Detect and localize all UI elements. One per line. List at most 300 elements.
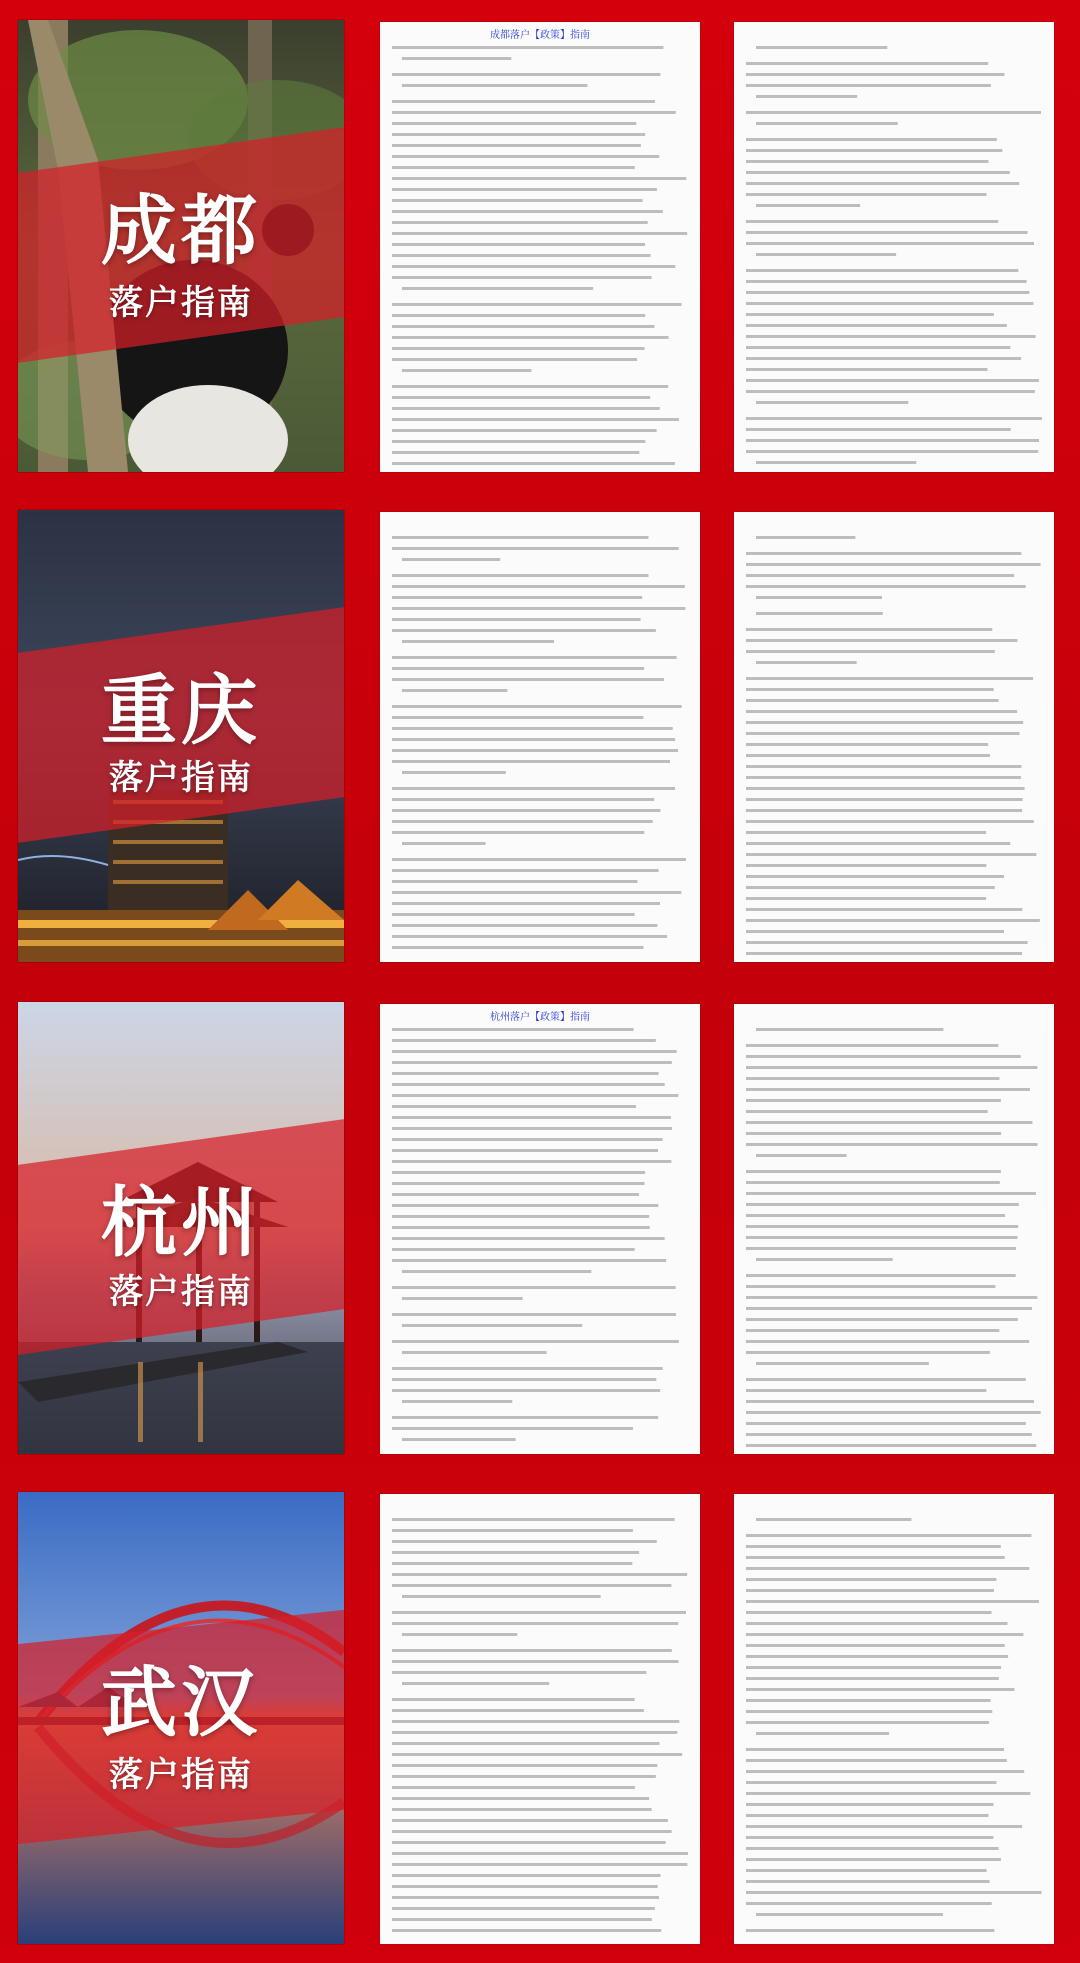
text-line [746,787,1025,790]
text-line [392,1237,665,1240]
text-line [392,232,687,235]
text-line [392,760,670,763]
text-line [746,171,1010,174]
text-line [746,1400,1034,1403]
cover-hangzhou [18,1002,344,1454]
text-line [746,302,1033,305]
text-line [756,596,882,599]
text-line [402,1438,516,1441]
text-line [746,1378,1026,1381]
text-line [746,111,1041,114]
text-line [392,418,679,421]
text-line [392,1171,645,1174]
document-title: 杭州落户【政策】指南 [490,1012,590,1023]
text-line [392,276,652,279]
text-line [746,1710,992,1713]
text-line [392,1160,671,1163]
city-title: 杭州 [101,1178,261,1267]
text-line [402,1324,582,1327]
text-line [746,450,1038,453]
text-line [746,62,988,65]
text-line [746,585,1026,588]
document-text [380,1004,700,1454]
text-line [746,1307,1032,1310]
text-line [392,1313,676,1316]
text-line [392,199,643,202]
text-line [392,1841,666,1844]
text-line [392,1611,686,1614]
text-line [756,1028,943,1031]
text-line [746,1655,1008,1658]
guide-subtitle: 落户指南 [109,283,253,323]
text-line [746,1274,1016,1277]
text-line [746,886,995,889]
text-line [392,1215,649,1218]
text-line [402,1682,549,1685]
text-line [746,1781,996,1784]
text-line [402,287,593,290]
text-line [746,1644,1005,1647]
text-line [746,1099,1001,1102]
text-line [392,1649,672,1652]
text-line [746,765,1021,768]
text-line [746,776,1021,779]
city-title: 武汉 [101,1658,261,1747]
text-line [392,1105,636,1108]
text-line [392,303,682,306]
document-text [734,512,1054,962]
text-line [746,1929,994,1932]
text-line [392,100,655,103]
text-line [746,1622,1007,1625]
text-line [392,1720,679,1723]
text-line [746,1247,1016,1250]
text-line [746,1444,1036,1447]
text-line [392,1286,676,1289]
text-line [746,1534,1031,1537]
cover-chongqing [18,510,344,962]
text-line [402,1633,517,1636]
text-line [392,155,659,158]
text-line [746,930,1004,933]
text-line [746,1858,1001,1861]
document-page [380,512,700,962]
text-line [746,1633,1023,1636]
text-line [746,820,1034,823]
text-line [402,1270,591,1273]
text-line [746,1351,990,1354]
text-line [392,1753,682,1756]
text-line [392,1149,658,1152]
text-line [746,908,1022,911]
text-line [392,1764,657,1767]
text-line [746,1170,1001,1173]
document-page [380,1004,700,1454]
text-line [392,1573,687,1576]
text-line [746,639,1017,642]
text-line [756,253,896,256]
text-line [746,280,1027,283]
text-line [392,798,654,801]
document-page [734,1004,1054,1454]
text-line [746,242,1034,245]
text-line [392,1416,658,1419]
text-line [746,1589,994,1592]
text-line [746,721,1023,724]
text-line [392,1698,635,1701]
text-line [392,913,635,916]
text-line [392,1551,639,1554]
text-line [392,188,657,191]
text-line [392,935,667,938]
text-line [746,1181,1000,1184]
text-line [392,358,637,361]
text-line [392,1039,656,1042]
text-line [392,596,642,599]
text-line [746,1088,1030,1091]
text-line [746,1044,998,1047]
text-line [746,439,1039,442]
text-line [746,1836,993,1839]
text-line [746,1329,999,1332]
text-line [392,1896,659,1899]
text-line [392,1389,660,1392]
cover-chengdu [18,20,344,472]
text-line [392,133,645,136]
text-line [392,1660,679,1663]
text-line [392,1378,656,1381]
text-line [746,417,1042,420]
text-line [392,1529,633,1532]
text-line [746,1721,989,1724]
text-line [756,1258,893,1261]
text-line [392,869,659,872]
text-line [392,1061,672,1064]
text-line [392,1852,688,1855]
text-line [756,95,857,98]
document-text [734,1004,1054,1454]
text-line [746,335,1036,338]
text-line [746,1578,996,1581]
text-line [746,73,1004,76]
text-line [392,1226,650,1229]
text-line [746,160,988,163]
text-line [746,346,1010,349]
text-line [746,1143,1038,1146]
document-page [734,1494,1054,1944]
text-line [392,809,660,812]
text-line [746,138,997,141]
text-line [746,699,999,702]
text-line [392,122,636,125]
text-line [746,897,986,900]
text-line [746,357,1021,360]
text-line [746,1814,988,1817]
text-line [392,787,675,790]
text-line [756,1154,846,1157]
text-line [746,324,1007,327]
text-line [392,1562,632,1565]
text-line [392,1193,639,1196]
text-line [392,924,657,927]
text-line [746,1611,991,1614]
text-line [746,628,992,631]
text-line [746,1666,1001,1669]
text-line [746,1236,1018,1239]
text-line [756,1732,889,1735]
text-line [392,166,635,169]
text-line [392,858,686,861]
text-line [746,1869,987,1872]
text-line [402,558,500,561]
text-line [392,265,675,268]
text-line [392,738,675,741]
text-line [746,1902,992,1905]
text-line [746,1688,1014,1691]
text-line [392,1786,635,1789]
document-text [734,22,1054,472]
text-line [392,1584,671,1587]
text-line [746,798,1023,801]
text-line [746,149,1002,152]
text-line [392,451,639,454]
document-page [380,1494,700,1944]
text-line [746,193,986,196]
document-page [734,512,1054,962]
text-line [746,220,998,223]
text-line [392,46,663,49]
text-line [402,1595,601,1598]
text-line [746,428,1011,431]
text-line [746,1203,1019,1206]
text-line [392,629,656,632]
text-line [746,853,1036,856]
text-line [392,1083,665,1086]
text-line [392,1918,652,1921]
text-line [392,656,677,659]
document-page [734,22,1054,472]
text-line [402,84,587,87]
text-line [746,1132,1001,1135]
text-line [746,754,990,757]
text-line [392,1819,668,1822]
text-line [392,946,644,949]
text-line [746,1825,1022,1828]
text-line [746,842,1010,845]
text-line [392,585,685,588]
text-line [392,1259,666,1262]
text-line [746,1600,1039,1603]
guide-subtitle: 落户指南 [109,1755,253,1795]
text-line [746,677,1033,680]
text-line [392,880,637,883]
document-text [380,22,700,472]
text-line [746,650,995,653]
text-line [392,1094,678,1097]
text-line [392,254,651,257]
text-line [756,612,883,615]
text-line [746,875,1004,878]
text-line [746,952,1022,955]
text-line [392,111,676,114]
text-line [392,574,648,577]
text-line [392,831,644,834]
text-line [746,1803,993,1806]
document-text [380,512,700,962]
text-line [392,336,669,339]
text-line [746,1285,995,1288]
text-line [746,1192,1036,1195]
text-line [402,369,531,372]
text-line [746,368,987,371]
text-line [392,396,650,399]
text-line [756,204,860,207]
text-line [756,661,857,664]
text-line [746,269,1018,272]
text-line [392,1427,633,1430]
text-line [746,379,1039,382]
text-line [392,536,648,539]
text-line [746,1296,1037,1299]
document-text [380,1494,700,1944]
text-line [402,1297,523,1300]
document-page [380,22,700,472]
text-line [746,1433,1032,1436]
text-line [746,1880,990,1883]
text-line [392,607,685,610]
text-line [746,1110,988,1113]
text-line [756,401,908,404]
text-line [392,73,660,76]
text-line [746,1545,1001,1548]
text-line [746,1121,1032,1124]
text-line [392,727,673,730]
text-line [392,1874,660,1877]
text-line [746,574,1014,577]
text-line [746,1748,1004,1751]
text-line [392,1367,663,1370]
text-line [746,710,1017,713]
text-line [746,1411,1041,1414]
text-line [756,461,916,464]
text-line [746,1891,1041,1894]
document-text [734,1494,1054,1944]
text-line [392,1775,656,1778]
text-line [392,1929,661,1932]
text-line [746,84,991,87]
text-line [402,1351,547,1354]
cover-wuhan [18,1492,344,1944]
text-line [392,144,641,147]
text-line [746,563,1041,566]
text-line [392,1340,679,1343]
text-line [746,809,1022,812]
text-line [746,1055,1021,1058]
text-line [746,313,994,316]
text-line [756,46,887,49]
text-line [392,1182,645,1185]
text-line [392,891,681,894]
text-line [756,1913,943,1916]
text-line [746,182,1019,185]
text-line [392,1204,658,1207]
text-line [746,1759,1007,1762]
text-line [746,1077,999,1080]
text-line [392,1709,644,1712]
text-line [746,1847,999,1850]
text-line [746,1770,1024,1773]
text-line [392,705,682,708]
text-line [746,1556,1005,1559]
text-line [392,1671,646,1674]
text-line [746,231,1028,234]
text-line [402,640,554,643]
text-line [392,1907,655,1910]
text-line [392,221,648,224]
text-line [746,1567,1029,1570]
text-line [392,1830,672,1833]
text-line [746,688,994,691]
text-line [746,1792,1030,1795]
text-line [392,1885,658,1888]
city-title: 重庆 [101,666,261,755]
text-line [746,919,1040,922]
text-line [392,325,654,328]
text-line [746,1422,1026,1425]
text-line [392,1248,635,1251]
text-line [392,902,660,905]
document-title: 成都落户【政策】指南 [490,30,590,41]
text-line [746,941,1028,944]
text-line [392,1072,659,1075]
text-line [746,1066,1037,1069]
text-line [746,552,1021,555]
text-line [746,1214,1005,1217]
text-line [756,122,898,125]
text-line [392,1863,687,1866]
text-line [392,1127,672,1130]
text-line [402,1400,512,1403]
text-line [392,210,663,213]
text-line [392,1028,634,1031]
text-line [392,462,675,465]
text-line [746,1677,999,1680]
text-line [392,749,678,752]
text-line [392,716,643,719]
city-title: 成都 [101,186,261,275]
text-line [392,385,668,388]
text-line [392,1622,678,1625]
text-line [756,536,855,539]
text-line [392,429,657,432]
text-line [746,1340,1029,1343]
text-line [392,347,645,350]
text-line [392,1797,649,1800]
text-line [402,771,506,774]
text-line [392,667,644,670]
text-line [746,831,986,834]
text-line [746,864,986,867]
text-line [392,1138,663,1141]
text-line [746,291,1029,294]
text-line [392,1116,671,1119]
text-line [402,57,511,60]
text-line [746,1699,991,1702]
text-line [402,689,507,692]
text-line [392,1050,677,1053]
text-line [392,1518,675,1521]
text-line [756,1362,929,1365]
